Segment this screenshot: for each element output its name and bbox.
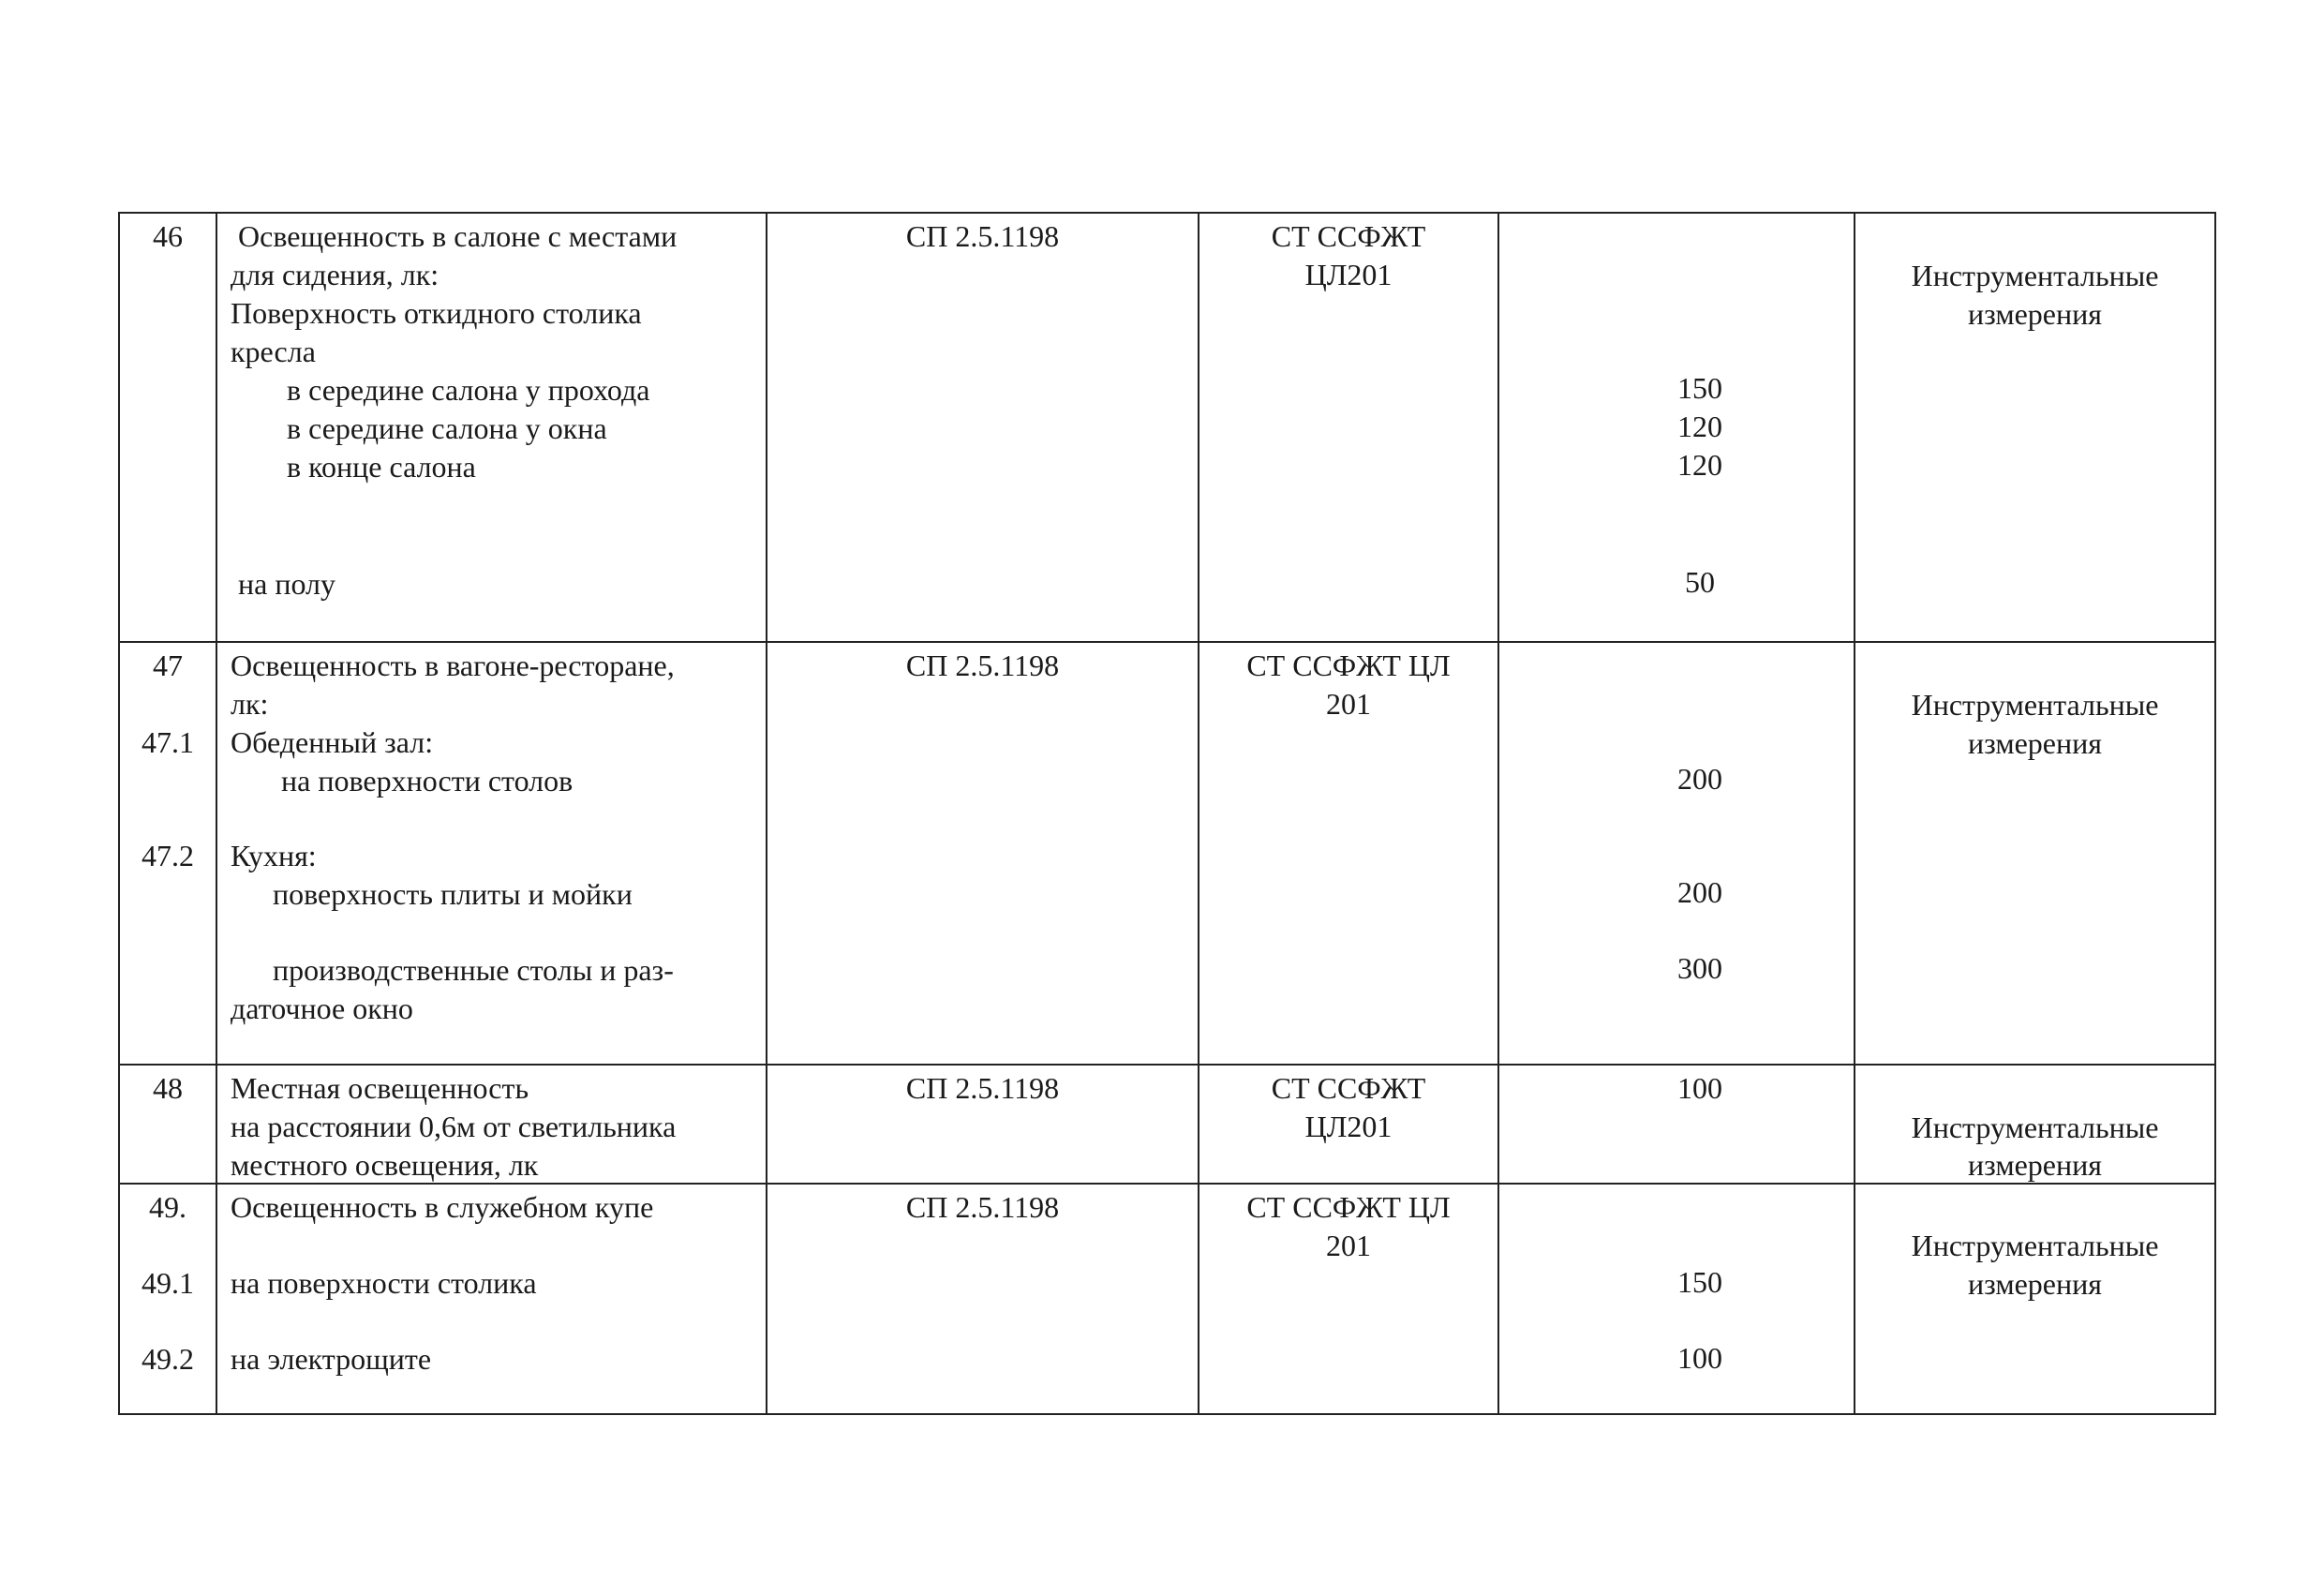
lux-value: 200 — [1677, 762, 1722, 796]
lux-value: 120 — [1677, 410, 1722, 443]
standard-ref: СТ ССФЖТ — [1271, 1071, 1426, 1105]
document-cell — [767, 213, 1199, 642]
standard-ref: ЦЛ201 — [1304, 1110, 1393, 1143]
description-cell — [216, 213, 767, 642]
standard-ref: 201 — [1326, 1229, 1371, 1262]
method-text: измерения — [1968, 1148, 2102, 1182]
description-line: Освещенность в служебном купе — [231, 1190, 654, 1224]
method-text: Инструментальные — [1911, 1229, 2159, 1262]
method-cell — [1855, 213, 2215, 642]
method-text: Инструментальные — [1911, 259, 2159, 292]
item-number-cell — [119, 213, 216, 642]
description-line: в середине салона у прохода — [287, 373, 650, 407]
standard-ref: СТ ССФЖТ — [1271, 219, 1426, 253]
description-line: для сидения, лк: — [231, 258, 439, 291]
description-line: на поверхности столов — [281, 764, 574, 798]
item-number: 49. — [149, 1190, 186, 1224]
method-text: измерения — [1968, 297, 2102, 331]
value-cell — [1498, 642, 1855, 1065]
method-cell — [1855, 1184, 2215, 1414]
description-line: на поверхности столика — [231, 1266, 537, 1300]
document-ref: СП 2.5.1198 — [905, 219, 1060, 253]
description-line: поверхность плиты и мойки — [273, 877, 633, 911]
standard-ref: ЦЛ201 — [1304, 258, 1393, 291]
description-line: лк: — [231, 687, 269, 721]
lighting-requirements-table — [118, 212, 2216, 1415]
lux-value: 200 — [1677, 875, 1722, 909]
description-line: Освещенность в салоне с местами — [238, 219, 678, 253]
lux-value: 120 — [1677, 448, 1722, 482]
description-cell — [216, 1065, 767, 1184]
description-line: даточное окно — [231, 991, 413, 1025]
description-line: на расстоянии 0,6м от светильника — [231, 1110, 677, 1143]
table-row — [119, 1184, 2215, 1414]
standard-cell — [1199, 213, 1498, 642]
description-line: Местная освещенность — [231, 1071, 529, 1105]
document-cell — [767, 1065, 1199, 1184]
standard-ref: СТ ССФЖТ ЦЛ — [1246, 1190, 1451, 1224]
lux-value: 150 — [1677, 371, 1722, 405]
standard-cell — [1199, 1065, 1498, 1184]
lux-value: 50 — [1685, 565, 1715, 599]
item-number: 46 — [153, 219, 183, 253]
document-ref: СП 2.5.1198 — [905, 648, 1060, 682]
lux-value: 150 — [1677, 1265, 1722, 1299]
standard-cell — [1199, 642, 1498, 1065]
method-cell — [1855, 642, 2215, 1065]
description-line: Поверхность откидного столика — [231, 296, 642, 330]
item-number: 47.2 — [142, 839, 194, 872]
document-ref: СП 2.5.1198 — [905, 1071, 1060, 1105]
item-number-cell — [119, 1065, 216, 1184]
lux-value: 100 — [1677, 1071, 1722, 1105]
description-line: Кухня: — [231, 839, 317, 872]
document-ref: СП 2.5.1198 — [905, 1190, 1060, 1224]
method-text: Инструментальные — [1911, 688, 2159, 722]
document-cell — [767, 1184, 1199, 1414]
description-line: на электрощите — [231, 1342, 432, 1376]
item-number-cell — [119, 642, 216, 1065]
method-cell — [1855, 1065, 2215, 1184]
value-cell — [1498, 1065, 1855, 1184]
item-number: 49.1 — [142, 1266, 194, 1300]
item-number: 49.2 — [142, 1342, 194, 1376]
description-line: Освещенность в вагоне-ресторане, — [231, 648, 675, 682]
description-line: Обеденный зал: — [231, 725, 434, 759]
value-cell — [1498, 1184, 1855, 1414]
method-text: Инструментальные — [1911, 1111, 2159, 1144]
description-cell — [216, 642, 767, 1065]
table-row — [119, 213, 2215, 642]
method-text: измерения — [1968, 726, 2102, 760]
item-number: 47 — [153, 648, 183, 682]
table-row — [119, 1065, 2215, 1184]
item-number: 48 — [153, 1071, 183, 1105]
description-line: кресла — [231, 335, 316, 368]
item-number-cell — [119, 1184, 216, 1414]
description-line: на полу — [238, 567, 335, 601]
description-cell — [216, 1184, 767, 1414]
lux-value: 100 — [1677, 1341, 1722, 1375]
standard-ref: 201 — [1326, 687, 1371, 721]
standard-ref: СТ ССФЖТ ЦЛ — [1246, 648, 1451, 682]
item-number: 47.1 — [142, 725, 194, 759]
value-cell — [1498, 213, 1855, 642]
method-text: измерения — [1968, 1267, 2102, 1301]
description-line: производственные столы и раз- — [273, 953, 674, 987]
lux-value: 300 — [1677, 951, 1722, 985]
standard-cell — [1199, 1184, 1498, 1414]
description-line: местного освещения, лк — [231, 1148, 539, 1182]
description-line: в середине салона у окна — [287, 411, 607, 445]
description-line: в конце салона — [287, 450, 476, 484]
document-cell — [767, 642, 1199, 1065]
table-row — [119, 642, 2215, 1065]
